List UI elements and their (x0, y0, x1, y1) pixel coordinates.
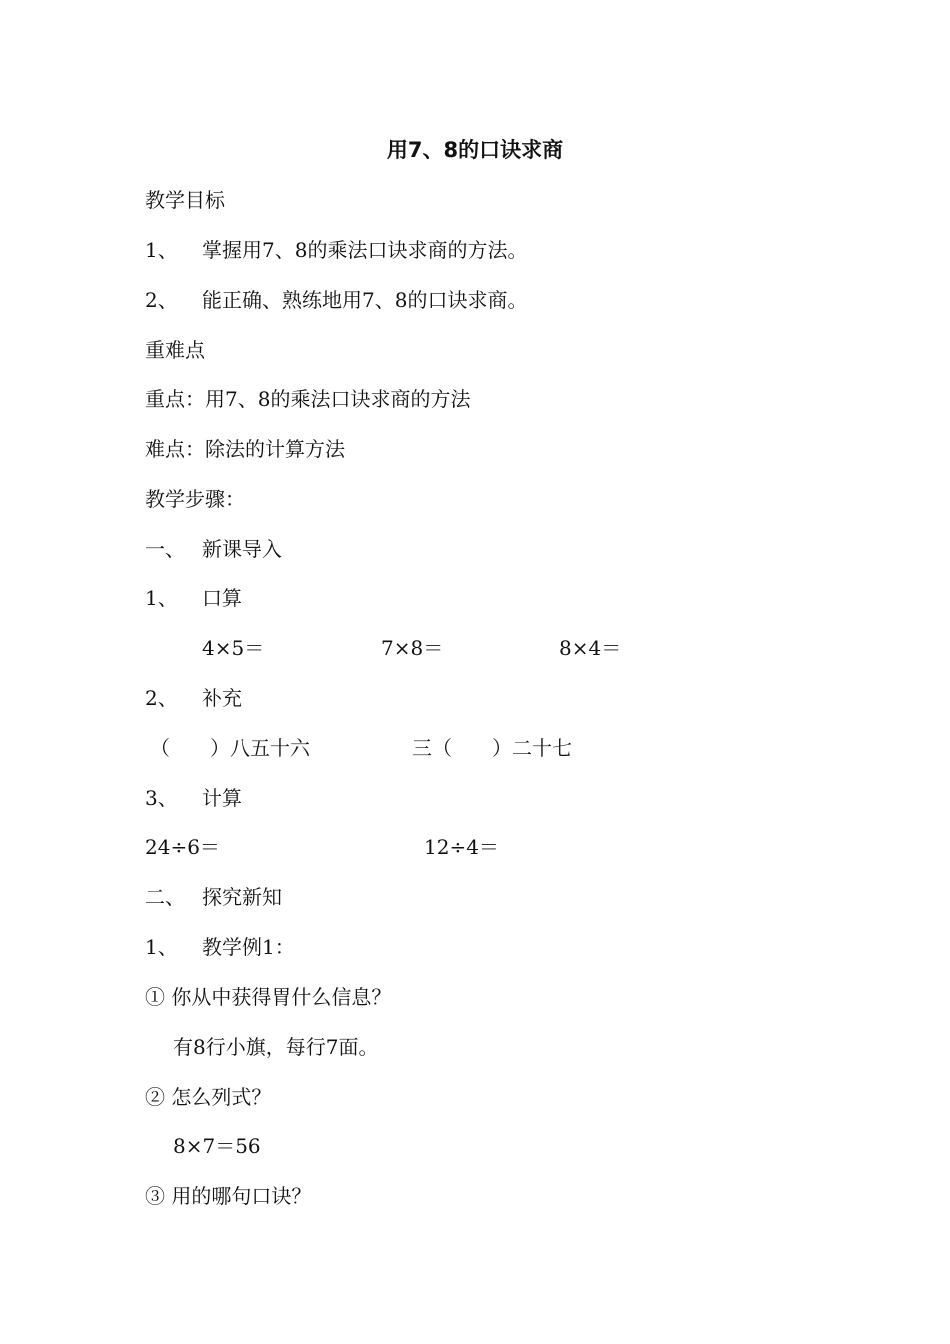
section-2-heading (145, 882, 282, 912)
example-text: 教学例1： (202, 935, 295, 959)
goal-text: 掌握用7、8的乘法口诀求商的方法。 (202, 238, 528, 262)
document-title: 用7、8的口诀求商 (386, 138, 564, 162)
question-3: ③ 用的哪句口诀？ (145, 1184, 312, 1208)
goal-item-1 (145, 235, 527, 265)
section-text: 新课导入 (202, 537, 282, 561)
oral-calc-2: 7×8＝ (381, 636, 444, 660)
step-number: 3、 (145, 786, 178, 810)
question-2: ② 怎么列式？ (145, 1085, 272, 1109)
fill-in-1: （ ）八五十六 (150, 736, 310, 760)
key-point: 重点：用7、8的乘法口诀求商的方法 (145, 387, 471, 411)
oral-calc-3: 8×4＝ (559, 636, 622, 660)
step-number: 2、 (145, 686, 178, 710)
example-item (145, 932, 295, 962)
section-text: 探究新知 (202, 885, 282, 909)
answer-2: 8×7＝56 (173, 1134, 261, 1158)
section-number: 一、 (145, 537, 185, 561)
answer-1: 有8行小旗，每行7面。 (173, 1035, 379, 1059)
step-text: 口算 (202, 586, 242, 610)
goal-number: 2、 (145, 288, 178, 312)
goal-number: 1、 (145, 238, 178, 262)
step-item-3 (145, 783, 242, 813)
step-item-1 (145, 583, 242, 613)
section-1-heading (145, 534, 282, 564)
step-text: 补充 (202, 686, 242, 710)
steps-heading: 教学步骤： (145, 487, 245, 511)
goal-text: 能正确、熟练地用7、8的口诀求商。 (202, 288, 528, 312)
calc-2: 12÷4＝ (424, 835, 499, 859)
fill-in-2: 三（ ）二十七 (412, 736, 572, 760)
calc-1: 24÷6＝ (145, 835, 220, 859)
oral-calc-1: 4×5＝ (202, 636, 265, 660)
step-number: 1、 (145, 586, 178, 610)
section-number: 二、 (145, 885, 185, 909)
step-text: 计算 (202, 786, 242, 810)
example-number: 1、 (145, 935, 178, 959)
step-item-2 (145, 683, 242, 713)
goals-heading: 教学目标 (145, 188, 225, 212)
key-heading: 重难点 (145, 338, 205, 362)
difficult-point: 难点：除法的计算方法 (145, 437, 345, 461)
goal-item-2 (145, 285, 527, 315)
question-1: ① 你从中获得胃什么信息？ (145, 985, 392, 1009)
